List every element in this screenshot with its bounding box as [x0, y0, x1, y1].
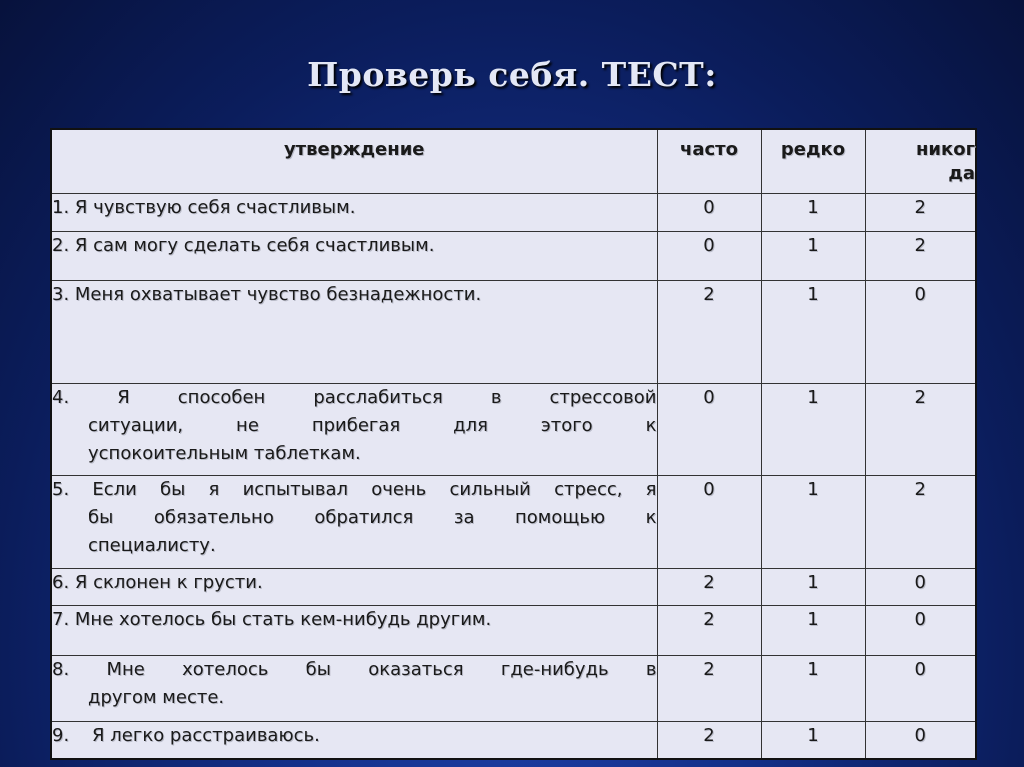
statement-line: бы обязательно обратился за помощью к — [88, 506, 657, 528]
header-rarely: редко — [761, 129, 865, 193]
never-score: 0 — [865, 568, 976, 605]
never-score: 2 — [865, 231, 976, 280]
statement-line: другом месте. — [88, 686, 225, 708]
often-score: 0 — [657, 193, 761, 231]
table-row — [51, 568, 976, 605]
table-row — [51, 655, 976, 721]
header-statement: утверждение — [51, 129, 657, 193]
rarely-score: 1 — [761, 193, 865, 231]
statement-cell: 7. Мне хотелось бы стать кем-нибудь другим. — [51, 605, 657, 655]
never-score: 0 — [865, 655, 976, 721]
rarely-score: 1 — [761, 721, 865, 759]
table-row — [51, 280, 976, 383]
table-row — [51, 193, 976, 231]
test-table — [50, 128, 977, 760]
often-score: 0 — [657, 383, 761, 475]
statement-cell: 2. Я сам могу сделать себя счастливым. — [51, 231, 657, 280]
header-often: часто — [657, 129, 761, 193]
often-score: 2 — [657, 568, 761, 605]
rarely-score: 1 — [761, 231, 865, 280]
rarely-score: 1 — [761, 475, 865, 568]
statement-cell: 1. Я чувствую себя счастливым. — [51, 193, 657, 231]
statement-cell: 6. Я склонен к грусти. — [51, 568, 657, 605]
never-score: 0 — [865, 605, 976, 655]
statement-line: специалисту. — [88, 534, 216, 556]
table-row — [51, 605, 976, 655]
table-row — [51, 475, 976, 568]
statement-cell: 9. Я легко расстраиваюсь. — [51, 721, 657, 759]
never-score: 2 — [865, 193, 976, 231]
statement-line: 5. Если бы я испытывал очень сильный стресс, я — [52, 478, 657, 500]
header-never-line1: никог — [915, 139, 975, 160]
header-never-line2: да — [948, 163, 975, 184]
statement-line: ситуации, не прибегая для этого к — [88, 414, 657, 436]
statement-cell — [51, 383, 657, 475]
table-row — [51, 231, 976, 280]
header-never — [865, 129, 976, 193]
slide-title: Проверь себя. ТЕСТ: — [307, 55, 717, 94]
table-row — [51, 383, 976, 475]
often-score: 0 — [657, 475, 761, 568]
statement-cell — [51, 655, 657, 721]
statement-line: 8. Мне хотелось бы оказаться где-нибудь в — [52, 658, 657, 680]
statement-cell: 3. Меня охватывает чувство безнадежности. — [51, 280, 657, 383]
never-score: 0 — [865, 280, 976, 383]
never-score: 0 — [865, 721, 976, 759]
rarely-score: 1 — [761, 655, 865, 721]
often-score: 2 — [657, 605, 761, 655]
often-score: 2 — [657, 655, 761, 721]
rarely-score: 1 — [761, 280, 865, 383]
table-header-row — [51, 129, 976, 193]
often-score: 2 — [657, 280, 761, 383]
statement-line: успокоительным таблеткам. — [88, 442, 361, 464]
rarely-score: 1 — [761, 383, 865, 475]
often-score: 2 — [657, 721, 761, 759]
often-score: 0 — [657, 231, 761, 280]
never-score: 2 — [865, 383, 976, 475]
statement-cell — [51, 475, 657, 568]
rarely-score: 1 — [761, 568, 865, 605]
rarely-score: 1 — [761, 605, 865, 655]
table-row — [51, 721, 976, 759]
never-score: 2 — [865, 475, 976, 568]
statement-line: 4. Я способен расслабиться в стрессовой — [52, 386, 657, 408]
